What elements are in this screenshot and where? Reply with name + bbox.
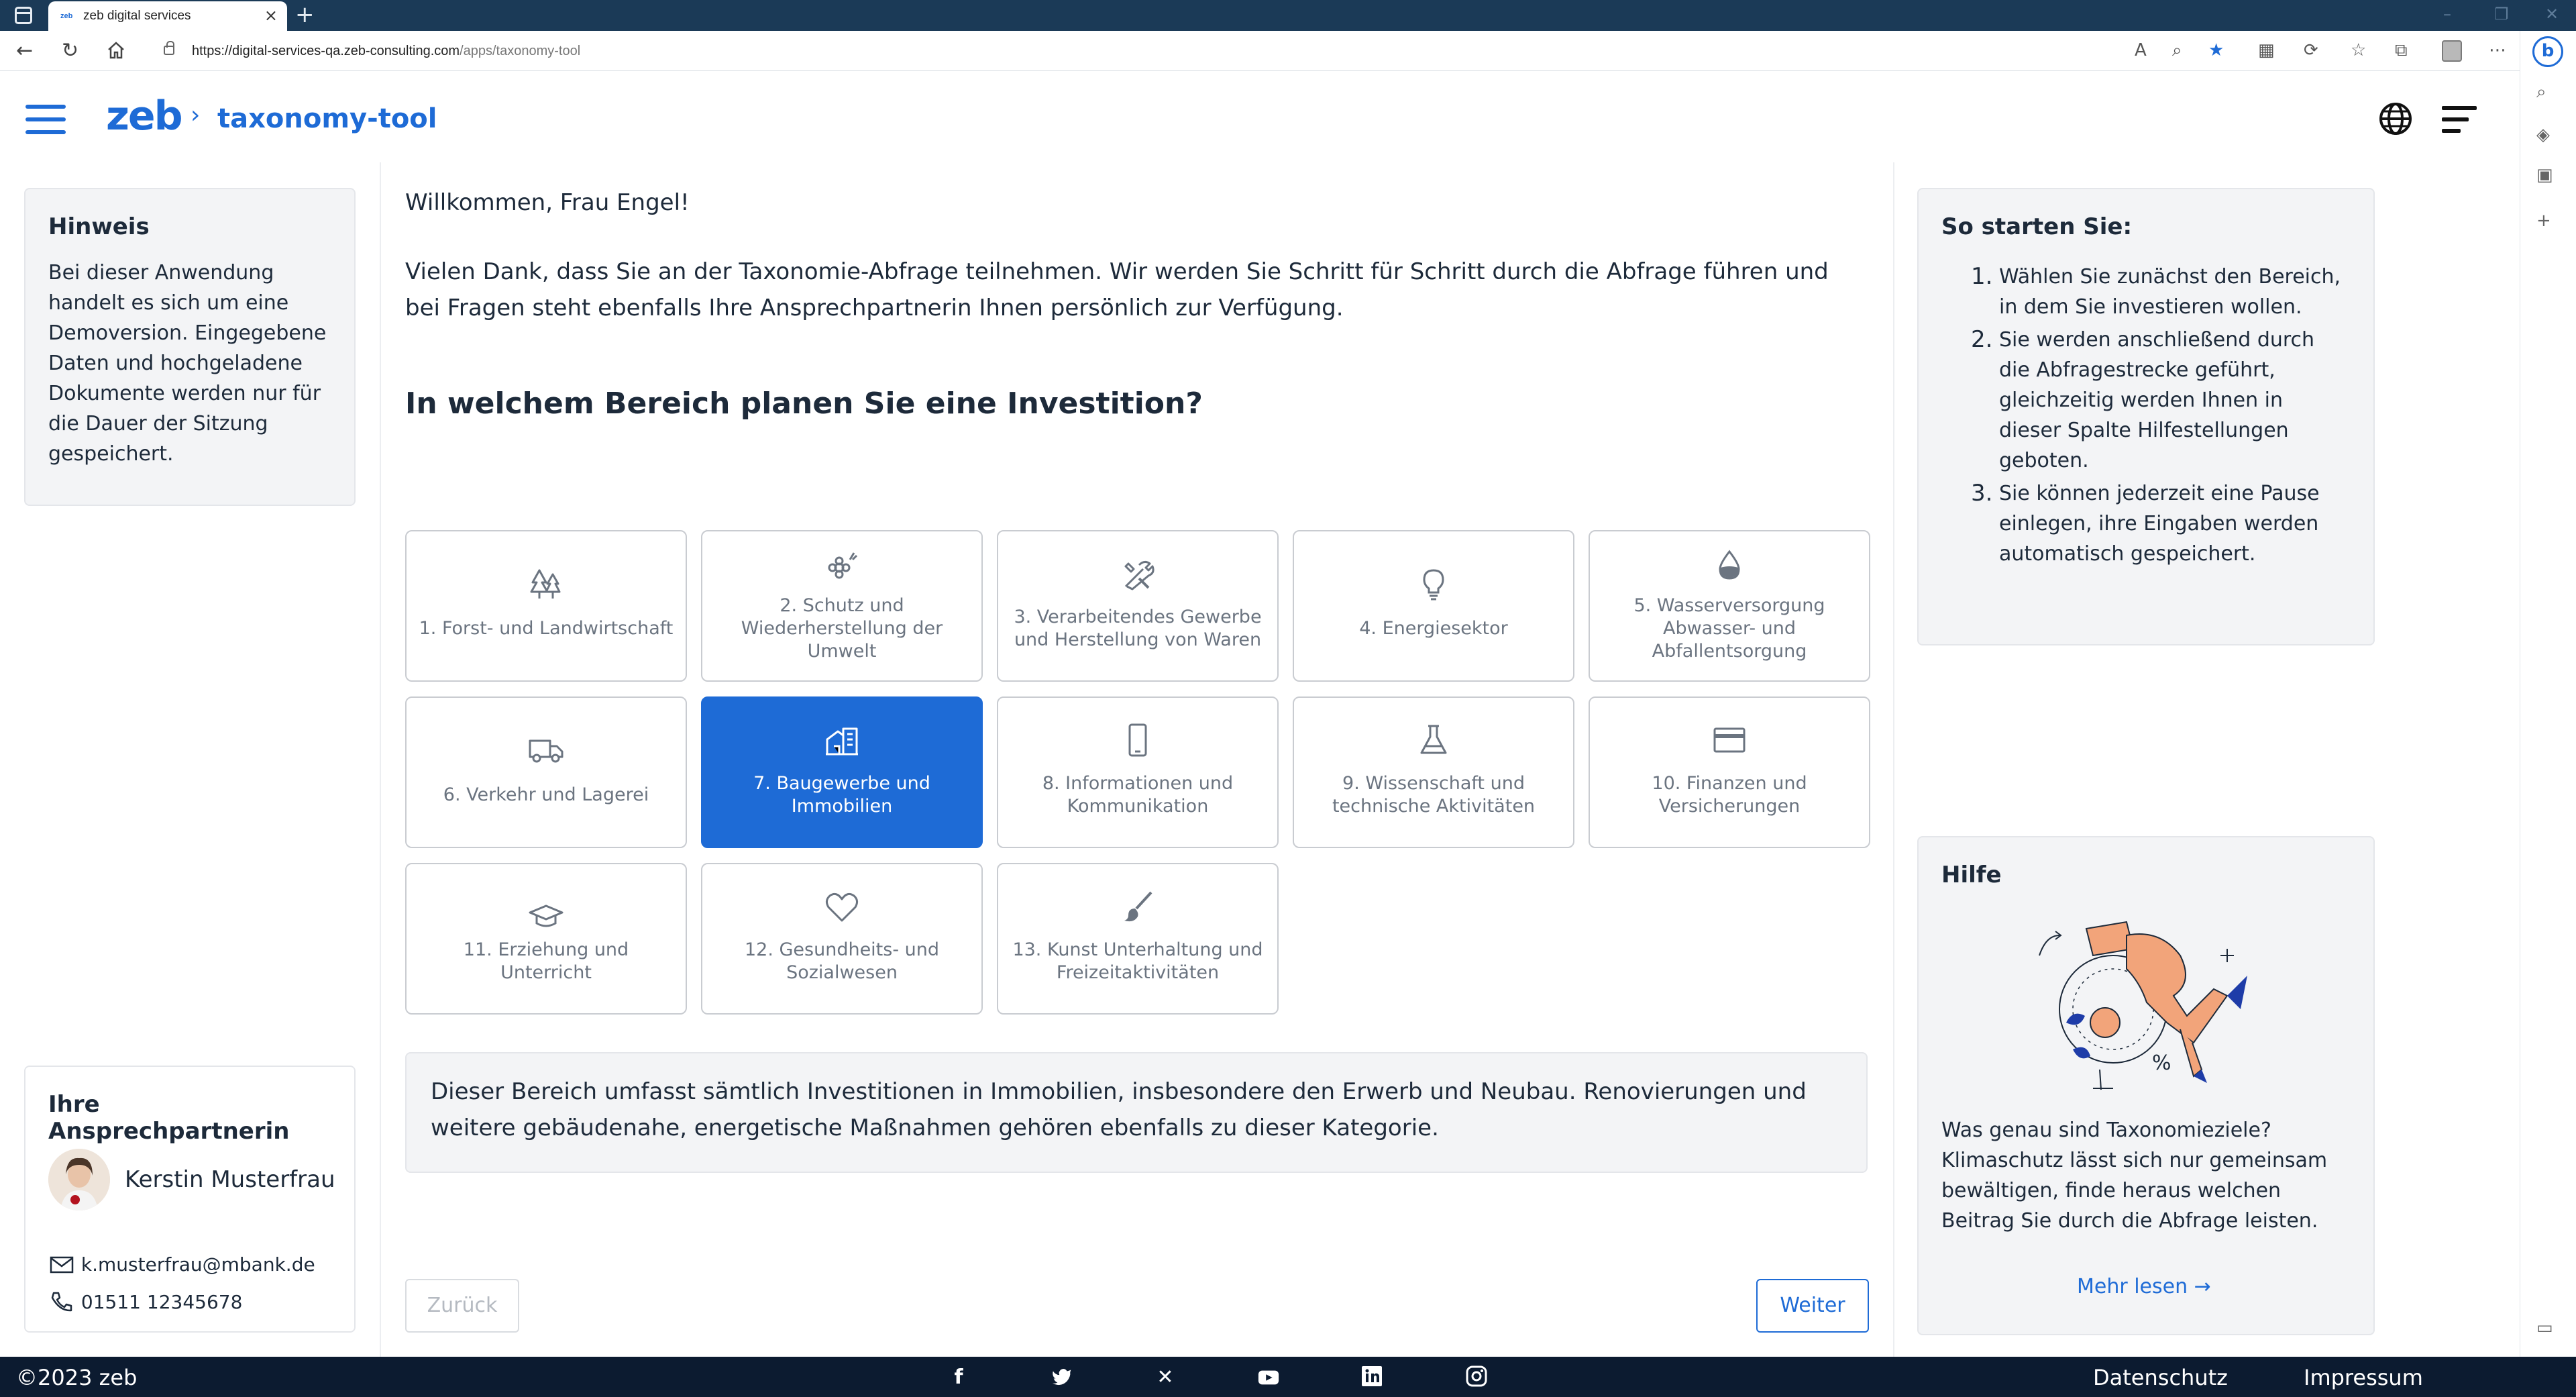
zeb-logo[interactable]: zeb [106, 93, 182, 140]
water-drop-icon [1711, 546, 1748, 584]
browser-tab[interactable] [48, 1, 287, 31]
options-sort-icon[interactable] [2442, 106, 2477, 133]
tile-verarbeitendes-gewerbe[interactable] [997, 530, 1279, 682]
instagram-icon[interactable] [1465, 1365, 1488, 1388]
so-starten-card [1917, 188, 2375, 645]
restore-icon[interactable]: ❐ [2494, 5, 2509, 23]
browser-tab-bar [0, 0, 2576, 31]
main-content [405, 187, 1868, 424]
hinweis-text: Bei dieser Anwendung handelt es sich um eine Demoversion. Eingegebene Daten und hochgeladene Dokumente werden nur für die Dauer der Sitzung gespeichert. [48, 261, 327, 466]
extension-icon[interactable]: ▦ [2258, 40, 2275, 60]
language-globe-icon[interactable] [2375, 98, 2416, 140]
credit-card-icon [1711, 722, 1748, 760]
sector-description: Dieser Bereich umfasst sämtlich Investitionen in Immobilien, insbesondere den Erwerb und Neubau. Renovierungen und weitere gebäudenahe, energetische Maßnahmen gehören ebenfalls zu dieser Kategorie. [405, 1052, 1868, 1173]
twitter-icon[interactable] [1051, 1365, 1073, 1388]
flower-icon [823, 546, 861, 584]
tile-label: 1. Forst- und Landwirtschaft [419, 618, 674, 639]
favorite-star-icon[interactable]: ★ [2208, 40, 2224, 60]
tile-informationen-kommunikation[interactable] [997, 696, 1279, 848]
start-title: So starten Sie: [1941, 213, 2133, 240]
tile-label: 12. Gesundheits- und Sozialwesen [744, 939, 940, 983]
welcome-text: Willkommen, Frau Engel! [405, 189, 690, 216]
left-column-divider [380, 162, 381, 1357]
tab-actions-icon[interactable] [15, 7, 32, 24]
window-close-icon[interactable]: ✕ [2545, 5, 2559, 23]
footer [0, 1357, 2576, 1397]
url-text: https://digital-services-qa.zeb-consulting.com/apps/taxonomy-tool [192, 44, 581, 58]
lock-icon [164, 46, 174, 55]
climate-illustration [2026, 909, 2267, 1096]
tile-schutz-umwelt[interactable] [701, 530, 983, 682]
start-step: 1. Wählen Sie zunächst den Bereich, in dem Sie investieren wollen. [1971, 263, 2341, 319]
hilfe-text: Was genau sind Taxonomieziele? Klimaschutz lässt sich nur gemeinsam bewältigen, finde heraus welchen Beitrag Sie durch die Abfrage leisten. [1941, 1119, 2328, 1233]
contact-phone-row[interactable] [48, 1291, 242, 1313]
url-field[interactable] [144, 36, 2156, 66]
favorites-icon[interactable]: ☆ [2351, 40, 2367, 60]
bing-chat-icon[interactable]: b [2532, 36, 2563, 67]
next-button[interactable]: Weiter [1756, 1279, 1869, 1333]
flask-icon [1415, 722, 1452, 760]
hinweis-title: Hinweis [48, 213, 150, 240]
tile-wasserversorgung[interactable] [1589, 530, 1870, 682]
brush-icon [1119, 888, 1157, 926]
back-button[interactable]: Zurück [405, 1279, 519, 1333]
right-column-divider [1893, 162, 1894, 1357]
tab-title: zeb digital services [83, 9, 191, 23]
arrow-right-icon: → [2194, 1275, 2211, 1298]
intro-text: Vielen Dank, dass Sie an der Taxonomie-Abfrage teilnehmen. Wir werden Sie Schritt für Schritt durch die Abfrage führen und bei Fragen steht ebenfalls Ihre Ansprechpartnerin Ihnen persönlich zur Verfügung. [405, 258, 1829, 321]
xing-icon[interactable]: ✕ [1157, 1365, 1174, 1389]
contact-email-row[interactable] [48, 1253, 315, 1276]
hinweis-card [24, 188, 356, 506]
youtube-icon[interactable] [1257, 1366, 1280, 1389]
contact-card [24, 1066, 356, 1333]
tile-label: 3. Verarbeitendes Gewerbe und Herstellung von Waren [1014, 607, 1262, 650]
start-step: 3. Sie können jederzeit eine Pause einlegen, ihre Eingaben werden automatisch gespeichert. [1971, 480, 2320, 566]
tile-label: 4. Energiesektor [1359, 618, 1508, 639]
tile-forst-landwirtschaft[interactable] [405, 530, 687, 682]
collections-icon[interactable]: ⧉ [2395, 40, 2408, 60]
tile-label: 8. Informationen und Kommunikation [1042, 773, 1234, 817]
contact-name: Kerstin Musterfrau [125, 1166, 335, 1193]
start-steps [1941, 262, 2351, 569]
tile-label: 13. Kunst Unterhaltung und Freizeitaktivitäten [1012, 939, 1263, 983]
app-viewport [0, 71, 2520, 1357]
app-title[interactable]: taxonomy-tool [217, 103, 437, 134]
tile-verkehr-lagerei[interactable] [405, 696, 687, 848]
tile-baugewerbe-immobilien[interactable] [701, 696, 983, 848]
zoom-icon[interactable]: ⌕ [2172, 40, 2182, 60]
edge-sidebar [2520, 31, 2576, 1357]
new-tab-icon[interactable]: + [295, 1, 315, 28]
heart-icon [823, 888, 861, 926]
tile-label: 7. Baugewerbe und Immobilien [753, 773, 930, 817]
tile-label: 10. Finanzen und Versicherungen [1652, 773, 1807, 817]
profile-avatar-icon[interactable] [2442, 40, 2462, 62]
sidebar-layout-icon[interactable]: ▭ [2536, 1318, 2553, 1338]
tile-label: 2. Schutz und Wiederherstellung der Umwelt [741, 595, 943, 662]
facebook-icon[interactable]: f [954, 1365, 963, 1389]
hilfe-card [1917, 836, 2375, 1335]
tile-wissenschaft[interactable] [1293, 696, 1574, 848]
mail-icon [48, 1256, 75, 1274]
tile-finanzen[interactable] [1589, 696, 1870, 848]
tile-label: 6. Verkehr und Lagerei [443, 784, 649, 805]
tile-erziehung-unterricht[interactable] [405, 863, 687, 1015]
add-sidebar-icon[interactable]: + [2536, 211, 2551, 231]
tile-label: 9. Wissenschaft und technische Aktivitäten [1332, 773, 1536, 817]
home-icon[interactable] [106, 40, 126, 60]
impressum-link[interactable]: Impressum [2304, 1365, 2423, 1390]
contact-email[interactable]: k.musterfrau@mbank.de [80, 1253, 315, 1276]
avatar [48, 1149, 110, 1210]
tile-gesundheit-sozialwesen[interactable] [701, 863, 983, 1015]
office-icon[interactable]: ▣ [2536, 165, 2553, 185]
buildings-icon [823, 722, 861, 760]
start-step: 2. Sie werden anschließend durch die Abfragestrecke geführt, gleichzeitig werden Ihnen in dieser Spalte Hilfestellungen geboten. [1971, 326, 2315, 472]
minimize-icon[interactable]: – [2443, 5, 2451, 23]
read-aloud-icon[interactable]: A [2135, 40, 2147, 60]
shopping-icon[interactable]: ◈ [2536, 125, 2550, 145]
hilfe-title: Hilfe [1941, 862, 2002, 888]
tile-label: 5. Wasserversorgung Abwasser- und Abfallentsorgung [1633, 595, 1825, 662]
svg-text:%: % [2152, 1051, 2171, 1075]
contact-title: Ihre Ansprechpartnerin [48, 1091, 290, 1145]
tile-label: 11. Erziehung und Unterricht [463, 939, 629, 983]
tile-kunst-unterhaltung[interactable] [997, 863, 1279, 1015]
tools-icon [1119, 556, 1157, 593]
linkedin-icon[interactable] [1360, 1365, 1383, 1388]
contact-phone[interactable]: 01511 12345678 [80, 1291, 243, 1313]
datenschutz-link[interactable]: Datenschutz [2093, 1365, 2228, 1390]
back-arrow-icon[interactable]: ← [16, 39, 34, 62]
phone-icon [48, 1291, 75, 1312]
smartphone-icon [1119, 722, 1157, 760]
search-icon[interactable]: ⌕ [2536, 82, 2546, 102]
mehr-lesen-link[interactable]: Mehr lesen → [2077, 1275, 2211, 1298]
copyright: ©2023 zeb [16, 1365, 138, 1390]
menu-hamburger-icon[interactable] [25, 105, 66, 134]
sync-icon[interactable]: ⟳ [2304, 40, 2318, 60]
question-heading: In welchem Bereich planen Sie eine Investition? [405, 386, 1203, 421]
breadcrumb-chevron-icon: › [191, 101, 201, 129]
address-bar [0, 31, 2576, 71]
more-menu-icon[interactable]: ⋯ [2489, 40, 2506, 60]
tab-close-icon[interactable]: × [264, 6, 278, 25]
tile-energiesektor[interactable] [1293, 530, 1574, 682]
reload-icon[interactable]: ↻ [62, 39, 79, 62]
tab-favicon: zeb [60, 12, 73, 20]
